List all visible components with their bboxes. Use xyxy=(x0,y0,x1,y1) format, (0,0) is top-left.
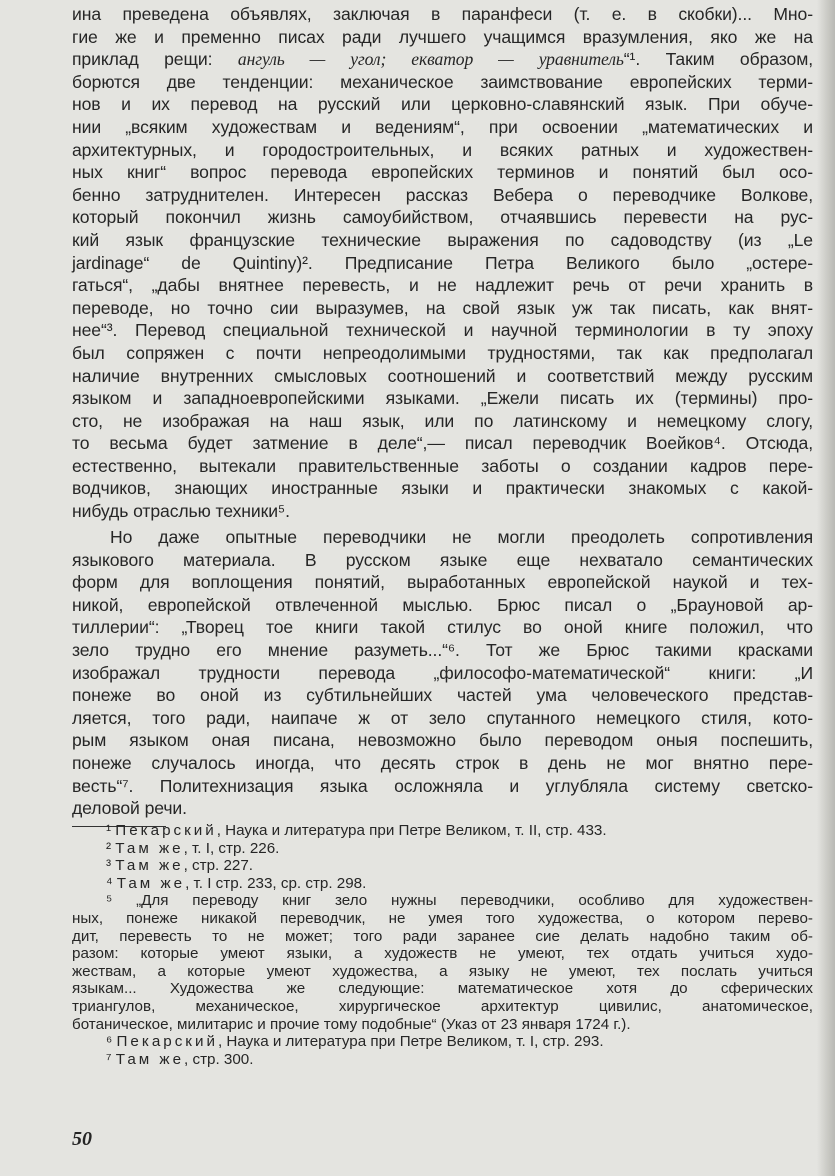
page-edge-shadow xyxy=(817,0,835,1176)
paragraph-2 xyxy=(72,526,813,820)
footnotes xyxy=(72,822,813,1068)
text-run: ных книг“ вопрос перевода европейских терминов и понятий был осо- xyxy=(72,162,813,183)
footnote-1 xyxy=(72,822,813,840)
text-run: переводе, но точно сии выразумев, на свой язык уж так писать, как внят- xyxy=(72,297,813,318)
text-line xyxy=(72,775,813,798)
text-run: , Наука и литература при Петре Великом, т. II, стр. 433. xyxy=(216,822,607,839)
footnote-7 xyxy=(72,1051,813,1069)
text-run: ⁴ xyxy=(106,874,117,892)
text-line xyxy=(72,116,813,139)
footnote-4 xyxy=(72,875,813,893)
text-run: Пекарский xyxy=(115,822,217,839)
text-run: бенно затруднителен. Интересен рассказ Вебера о переводчике Волкове, xyxy=(72,184,813,205)
text-line xyxy=(72,432,813,455)
paragraph-1 xyxy=(72,3,813,523)
text-run: сто, не изображая на наш язык, или по латинскому и немецкому слогу, xyxy=(72,410,813,431)
footnote-3 xyxy=(72,857,813,875)
text-run: ангуль — угол; екватор — уравнитель xyxy=(237,49,624,70)
text-line xyxy=(72,139,813,162)
text-run: ¹ xyxy=(106,822,116,839)
text-run: жествам, а которые умеют художества, а языку не умеют, тех послать учиться xyxy=(72,962,813,980)
text-run: наличие внутренних смысловых соотношений и соответствий между русским xyxy=(72,365,813,386)
text-run: Там же xyxy=(115,839,184,857)
footnote-line xyxy=(72,1051,813,1069)
text-run: был сопряжен с почти непреодолимыми трудностями, так как предполагал xyxy=(72,342,813,363)
text-run: рым языком оная писана, невозможно было переводом оныя поспешить, xyxy=(72,730,813,751)
text-line xyxy=(72,26,813,49)
text-line xyxy=(72,229,813,252)
text-run: гаться“, „дабы внятнее перевесть, и не надлежит речь от речи хранить в xyxy=(72,275,813,296)
text-line xyxy=(72,184,813,207)
text-line xyxy=(72,48,813,71)
text-run: изображал трудности перевода „философо-математической“ книги: „И xyxy=(72,662,813,683)
text-run: Пекарский xyxy=(116,1033,218,1051)
text-run: ляется, того ради, наипаче ж от зело спутанного немецкого стиля, кото- xyxy=(72,707,813,728)
text-run: естественно, вытекали правительственные заботы о создании кадров пере- xyxy=(72,455,813,476)
text-line xyxy=(72,93,813,116)
footnote-line xyxy=(72,945,813,963)
text-line xyxy=(72,477,813,500)
text-run: jardinage“ de Quintiny)². Предписание Петра Великого было „остере- xyxy=(72,252,813,273)
text-line xyxy=(72,410,813,433)
footnote-5 xyxy=(72,892,813,1033)
footnote-line xyxy=(72,857,813,875)
text-run: ина преведена объявлях, заключая в паранфеси (т. е. в скобки)... Мно- xyxy=(72,4,813,24)
text-run: нов и их перевод на русский или церковно-славянский язык. При обуче- xyxy=(72,94,813,115)
text-run: языком и западноевропейскими языками. „Ежели писать их (термины) про- xyxy=(72,388,813,409)
footnote-line xyxy=(72,822,813,840)
text-line xyxy=(72,526,813,549)
text-line xyxy=(72,594,813,617)
text-run: , т. I стр. 233, ср. стр. 298. xyxy=(185,874,367,892)
text-run: , т. I, стр. 226. xyxy=(183,839,280,857)
text-line xyxy=(72,342,813,365)
text-run: никой, европейской отвлеченной мыслью. Брюс писал о „Брауновой ар- xyxy=(72,594,813,615)
text-line xyxy=(72,71,813,94)
text-line xyxy=(72,797,813,820)
footnote-6 xyxy=(72,1033,813,1051)
text-run: кий язык французские технические выражения по садоводству (из „Le xyxy=(72,229,813,250)
text-run: Там же xyxy=(115,1050,185,1068)
text-run: гие же и пременно писах ради лучшего учащимся вразумления, яко же на xyxy=(72,26,813,47)
text-run: , стр. 227. xyxy=(183,857,254,875)
footnote-line xyxy=(72,928,813,946)
text-line xyxy=(72,500,813,523)
text-line xyxy=(72,752,813,775)
text-run: языкового материала. В русском языке еще нехватало семантических xyxy=(72,549,813,570)
text-run: ⁵ „Для переводу книг зело нужны переводчики, особливо для художествен- xyxy=(106,892,813,910)
text-run: тиллерии“: „Творец тое книги такой стилус во оной книге положил, что xyxy=(72,617,813,638)
footnote-line xyxy=(72,875,813,893)
text-line xyxy=(72,662,813,685)
text-run: Там же xyxy=(116,874,186,892)
text-run: , стр. 300. xyxy=(184,1050,254,1068)
text-line xyxy=(72,616,813,639)
text-run: деловой речи. xyxy=(72,798,187,819)
text-run: понеже случалось иногда, что десять строк в день не мог внятно пере- xyxy=(72,752,813,773)
text-run: зело трудно его мнение разуметь...“⁶. Тот же Брюс такими красками xyxy=(72,639,813,660)
text-run: приклад рещи: xyxy=(72,49,238,70)
text-run: ных, понеже никакой переводчик, не умея того художества, о котором перево- xyxy=(72,909,813,927)
text-run: который покончил жизнь самоубийством, отчаявшись перевести на рус- xyxy=(72,207,813,228)
text-line xyxy=(72,161,813,184)
footnote-line xyxy=(72,840,813,858)
footnote-line xyxy=(72,1016,813,1034)
text-line xyxy=(72,684,813,707)
text-run: разом: которые умеют языки, а художеств не умеют, тех отдать учиться худо- xyxy=(72,945,813,963)
text-run: Но даже опытные переводчики не могли преодолеть сопротивления xyxy=(110,527,813,547)
text-run: нии „всяким художествам и ведениям“, при освоении „математических и xyxy=(72,116,813,137)
text-run: весть“⁷. Политехнизация языка осложняла и углубляла систему светско- xyxy=(72,775,813,796)
text-run: “¹. Таким образом, xyxy=(623,49,813,70)
text-run: языкам... Художества же следующие: математическое хотя до сферических xyxy=(72,980,813,998)
text-line xyxy=(72,729,813,752)
footnote-line xyxy=(72,998,813,1016)
text-run: ³ xyxy=(106,857,116,875)
text-run: форм для воплощения понятий, выработанных европейской наукой и тех- xyxy=(72,572,813,593)
text-run: понеже во оной из субтильнейших частей ума человеческого представ- xyxy=(72,685,813,706)
text-line xyxy=(72,707,813,730)
text-run: Там же xyxy=(115,857,184,875)
text-run: ⁷ xyxy=(106,1050,116,1068)
text-line xyxy=(72,274,813,297)
page-number: 50 xyxy=(72,1128,92,1150)
text-line xyxy=(72,387,813,410)
text-run: борются две тенденции: механическое заимствование европейских терми- xyxy=(72,71,813,92)
footnote-line xyxy=(72,892,813,910)
text-line xyxy=(72,319,813,342)
footnote-line xyxy=(72,963,813,981)
text-run: то весьма будет затмение в деле“,— писал переводчик Воейков⁴. Отсюда, xyxy=(72,433,813,454)
text-line xyxy=(72,3,813,26)
text-line xyxy=(72,549,813,572)
text-run: дит, перевесть то не может; того ради заранее сие делать надобно таким об- xyxy=(72,927,813,945)
text-run: , Наука и литература при Петре Великом, т. I, стр. 293. xyxy=(217,1033,604,1051)
text-run: водчиков, знающих иностранные языки и практически знакомых с какой- xyxy=(72,478,813,499)
text-run: архитектурных, и городостроительных, и всяких ратных и художествен- xyxy=(72,139,813,160)
text-line xyxy=(72,455,813,478)
text-run: нее“³. Перевод специальной технической и научной терминологии в ту эпоху xyxy=(72,320,813,341)
footnote-2 xyxy=(72,840,813,858)
text-line xyxy=(72,252,813,275)
footnote-line xyxy=(72,1033,813,1051)
text-run: ² xyxy=(106,839,116,857)
text-line xyxy=(72,639,813,662)
text-line xyxy=(72,571,813,594)
text-line xyxy=(72,297,813,320)
text-line xyxy=(72,365,813,388)
text-run: триангулов, механическое, хирургическое архитектур цивилис, анатомическое, xyxy=(72,997,813,1015)
text-run: ботаническое, милитарис и прочие тому подобные“ (Указ от 23 января 1724 г.). xyxy=(72,1015,631,1033)
text-line xyxy=(72,206,813,229)
text-run: ⁶ xyxy=(106,1033,117,1051)
text-run: нибудь отраслью техники⁵. xyxy=(72,501,290,522)
footnote-line xyxy=(72,980,813,998)
footnote-line xyxy=(72,910,813,928)
